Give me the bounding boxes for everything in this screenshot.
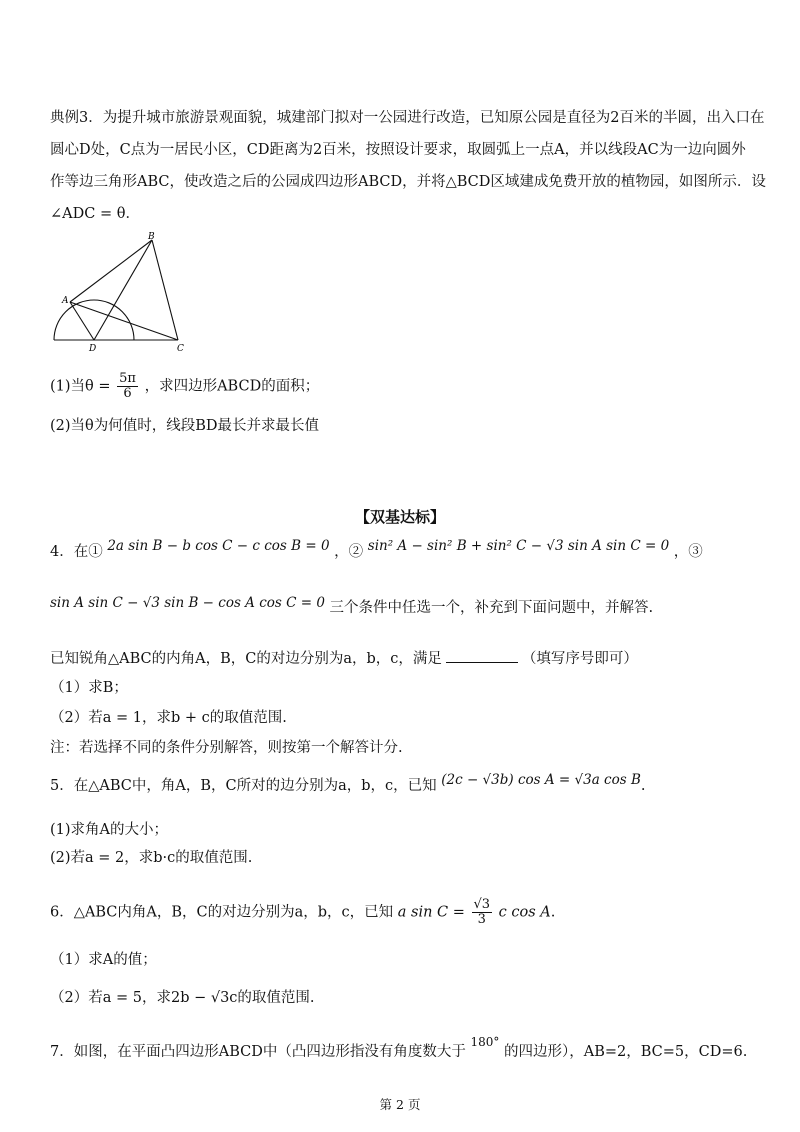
label-B: B [148, 232, 155, 242]
problem6-q1: （1）求A的值； [50, 952, 157, 968]
answer-blank [446, 648, 518, 663]
problem6-q2: （2）若a = 5，求2b − √3c的取值范围. [50, 990, 315, 1006]
condition-2: sin² A − sin² B + sin² C − √3 sin A sin C = 0 [367, 538, 670, 554]
condition-3: sin A sin C − √3 sin B − cos A cos C = 0 [50, 595, 325, 611]
problem4-line2: sin A sin C − √3 sin B − cos A cos C = 0 三个条件中任选一个，补充到下面问题中，并解答. [50, 595, 654, 616]
label-D: D [89, 344, 97, 354]
segment-AC [70, 302, 178, 340]
segment-BD [94, 240, 152, 340]
example3-line3: 作等边三角形ABC，使改造之后的公园成四边形ABCD，并将△BCD区域建成免费开放的植物园，如图所示．设 [50, 174, 766, 190]
problem4-q2: （2）若a = 1，求b + c的取值范围. [50, 710, 287, 726]
problem4-q1: （1）求B； [50, 680, 128, 696]
problem5-line1: 5．在△ABC中，角A，B，C所对的边分别为a，b，c，已知 (2c − √3b) cos A = √3a cos B. [50, 772, 646, 794]
segment-AD [70, 302, 94, 340]
page-footer: 第 2 页 [379, 1097, 421, 1112]
problem5-q1: (1)求角A的大小； [50, 822, 169, 838]
label-C: C [177, 344, 184, 354]
problem6-line1: 6．△ABC内角A，B，C的对边分别为a，b，c，已知 a sin C = $\frac{√3}{3}$ c cos A. [50, 897, 556, 927]
problem4-note: 注：若选择不同的条件分别解答，则按第一个解答计分. [50, 740, 403, 756]
degree-180: 180° [470, 1035, 500, 1049]
segment-BC [152, 240, 178, 340]
condition-1: 2a sin B − b cos C − c cos B = 0 [107, 538, 330, 554]
problem4-line1: 4．在① 2a sin B − b cos C − c cos B = 0 ，② sin² A − sin² B + sin² C − √3 sin A sin C = 0 ，③ [50, 538, 703, 560]
example3-line4: ∠ADC = θ． [50, 206, 140, 222]
label-A: A [62, 296, 69, 306]
problem7-line1: 7．如图，在平面凸四边形ABCD中（凸四边形指没有角度数大于 $^{180^\circ}$ 的四边形），AB=2，BC=5，CD=6. [50, 1035, 748, 1060]
fraction-sqrt3-3: $\frac{√3}{3}$ [473, 897, 491, 927]
problem5-q2: (2)若a = 2，求b·c的取值范围. [50, 850, 253, 866]
example3-q1: (1)当θ = $\frac{5\pi}{6}$ ，求四边形ABCD的面积； [50, 371, 320, 401]
example3-q2: (2)当θ为何值时，线段BD最长并求最长值 [50, 418, 320, 434]
segment-AB [70, 240, 152, 302]
section-title: 【双基达标】 [354, 508, 445, 526]
example3-line2: 圆心D处，C点为一居民小区，CD距离为2百米，按照设计要求，取圆弧上一点A，并以线段AC为一边向圆外 [50, 142, 746, 158]
fraction-5pi-6: $\frac{5\pi}{6}$ [119, 371, 136, 401]
problem5-condition: (2c − √3b) cos A = √3a cos B [441, 772, 641, 788]
example3-line1: 典例3．为提升城市旅游景观面貌，城建部门拟对一公园进行改造，已知原公园是直径为2百米的半圆，出入口在 [50, 110, 765, 126]
problem4-line3: 已知锐角△ABC的内角A，B，C的对边分别为a，b，c，满足 （填写序号即可） [50, 648, 752, 669]
geometry-figure [50, 230, 200, 355]
